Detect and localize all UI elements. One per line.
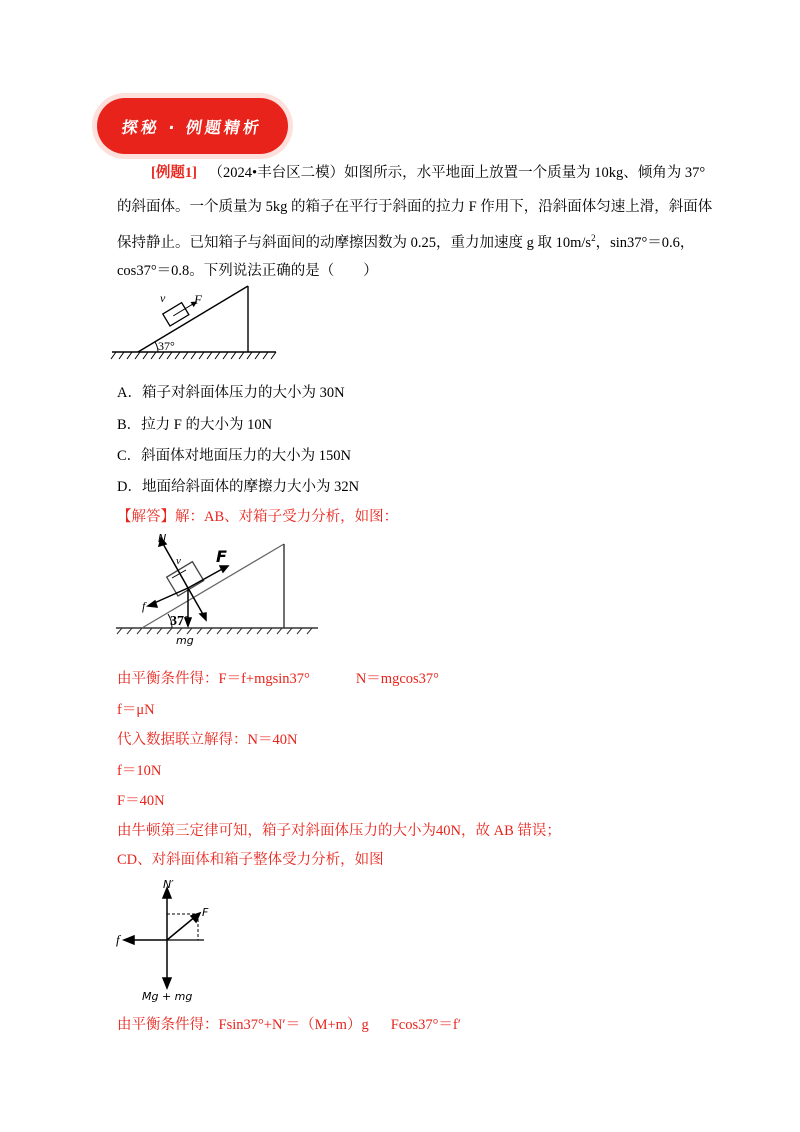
fig1-angle-label: 37° [158, 339, 175, 353]
fig3-N-label: N′ [163, 878, 174, 891]
fig2-N-label: N [158, 532, 167, 545]
figure-force-analysis [112, 530, 322, 650]
example-stem-line-4: cos37°＝0.8。下列说法正确的是（ ） [117, 263, 378, 279]
stem-text-3-tail: ，sin37°＝0.6， [595, 234, 695, 251]
figure-incline [110, 284, 280, 360]
solution-final-b: Fcos37°＝f′ [390, 1017, 461, 1033]
option-c: C．斜面体对地面压力的大小为 150N [117, 448, 352, 464]
stem-text-1: （2024•丰台区二模）如图所示，水平地面上放置一个质量为 10kg、倾角为 37° [208, 165, 706, 181]
option-d: D．地面给斜面体的摩擦力大小为 32N [117, 479, 360, 495]
solution-final [117, 1018, 461, 1033]
figure-system-forces [112, 876, 222, 1004]
fig2-mg-label: mg [176, 634, 194, 647]
example-stem-line-1 [151, 166, 705, 181]
answer-intro-text: 解：AB、对箱子受力分析，如图： [175, 509, 399, 525]
fig3-F-label: F [202, 906, 209, 919]
fig3-weight-label: Mg + mg [142, 990, 193, 1003]
example-stem-line-2: 的斜面体。一个质量为 5kg 的箱子在平行于斜面的拉力 F 作用下，沿斜面体匀速上滑，斜面体 [117, 199, 713, 215]
fig2-f-label: f [142, 599, 146, 613]
solution-line-1 [117, 672, 439, 687]
example-stem-line-3 [117, 234, 694, 250]
fig1-v-label: v [160, 291, 166, 305]
solution-line-4: f＝10N [117, 763, 162, 779]
solution-line-3: 代入数据联立解得：N＝40N [117, 732, 298, 748]
fig1-F-label: F [194, 292, 202, 307]
solution-final-a: 由平衡条件得：Fsin37°+N′＝（M+m）g [117, 1017, 369, 1033]
fig3-f-label: f [116, 932, 120, 947]
section-badge [97, 98, 288, 154]
answer-tag: 【解答】 [117, 509, 175, 525]
solution-line-6: 由牛顿第三定律可知，箱子对斜面体压力的大小为40N，故 AB 错误； [117, 823, 561, 839]
stem-text-3: 保持静止。已知箱子与斜面间的动摩擦因数为 0.25，重力加速度 g 取 10m/s [117, 234, 592, 251]
solution-eq-F: 由平衡条件得：F＝f+mgsin37° [117, 671, 310, 687]
option-b: B．拉力 F 的大小为 10N [117, 417, 273, 433]
solution-eq-N: N＝mgcos37° [355, 671, 439, 687]
solution-line-7: CD、对斜面体和箱子整体受力分析，如图 [117, 852, 384, 868]
solution-line-2: f＝μN [117, 702, 155, 718]
solution-line-5: F＝40N [117, 793, 165, 809]
stem-sup: 2 [591, 233, 596, 243]
option-a: A．箱子对斜面体压力的大小为 30N [117, 385, 345, 401]
section-badge-text: 探秘 · 例题精析 [120, 117, 264, 137]
example-label: [例题1] [151, 165, 197, 181]
fig2-angle-label: 37° [170, 614, 190, 629]
fig2-v-label: v [176, 555, 181, 567]
fig2-F-label: F [216, 547, 227, 566]
answer-intro [117, 510, 398, 525]
